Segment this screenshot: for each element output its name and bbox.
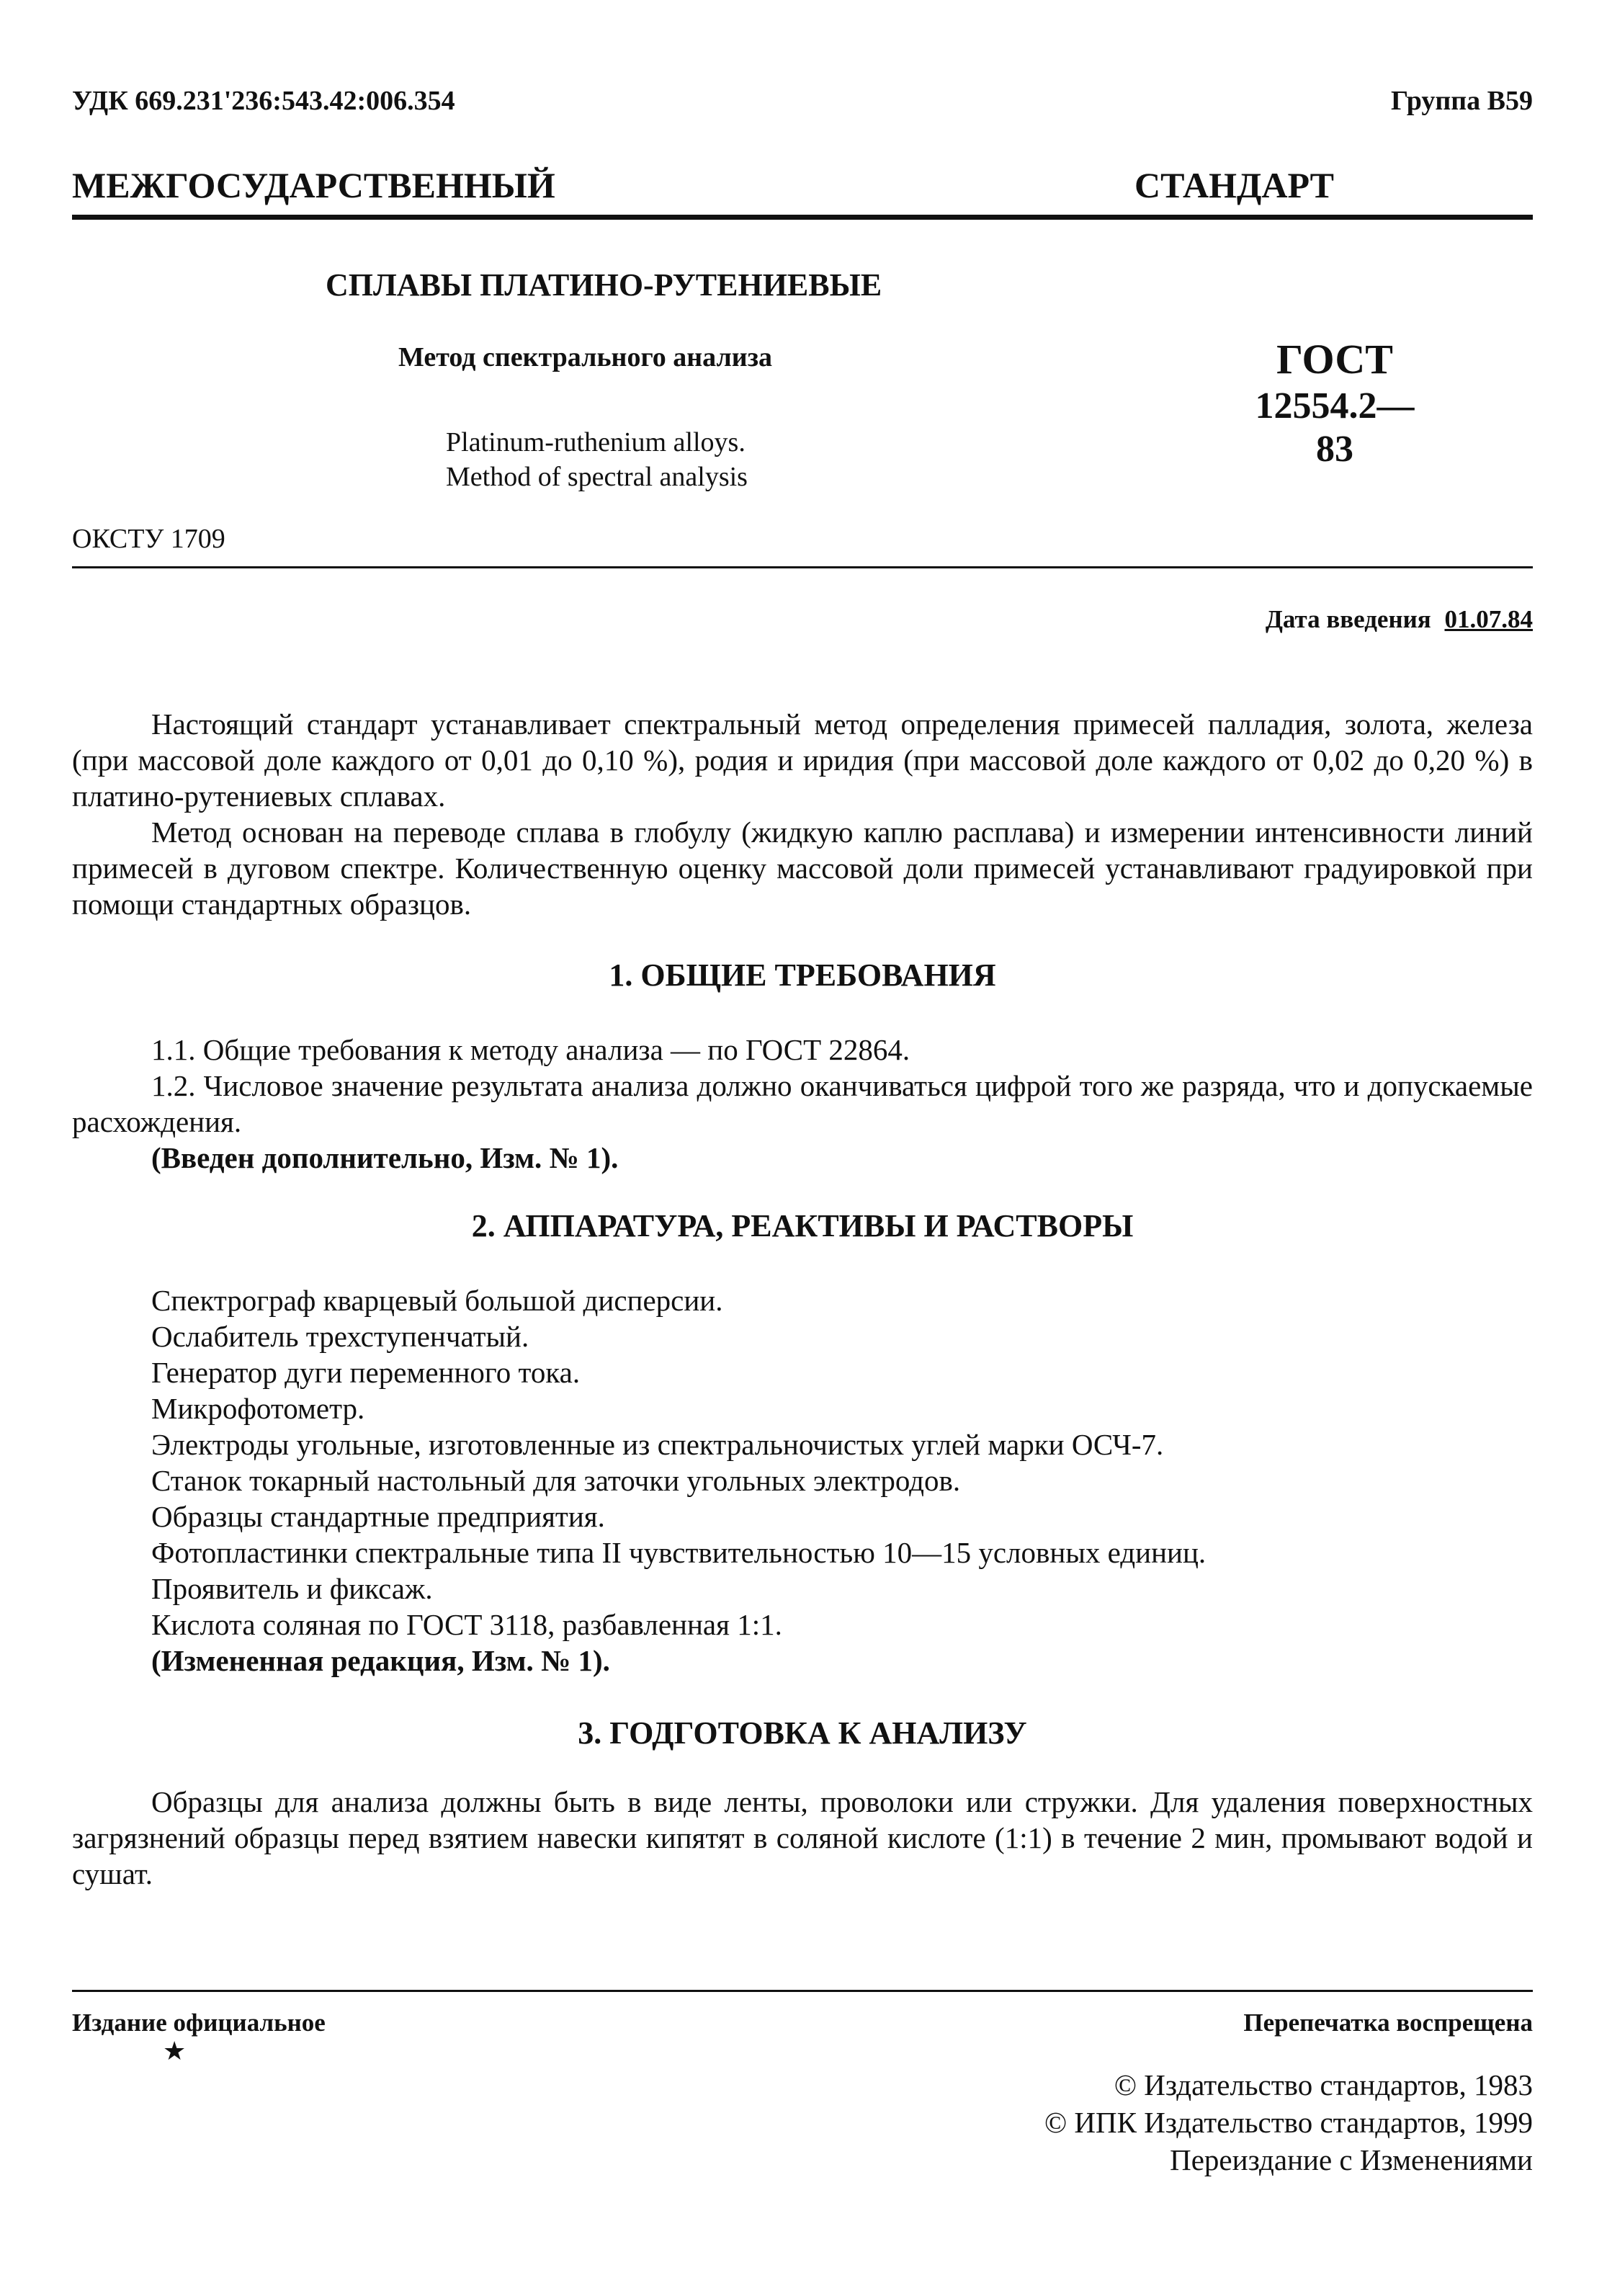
intro-date bbox=[1266, 605, 1533, 634]
equipment-item: Генератор дуги переменного тока. bbox=[151, 1356, 581, 1389]
section3-body bbox=[72, 1784, 1533, 1892]
equipment-item: Микрофотометр. bbox=[151, 1392, 365, 1425]
udk-code: УДК 669.231'236:543.42:006.354 bbox=[72, 86, 455, 116]
english-title-line2: Method of spectral analysis bbox=[446, 462, 748, 492]
equipment-item: Ослабитель трехступенчатый. bbox=[151, 1320, 529, 1353]
english-title bbox=[446, 425, 748, 494]
footer-rule bbox=[72, 1990, 1533, 1992]
intro-paragraph-scope: Настоящий стандарт устанавливает спектральный метод определения примесей палладия, золота, железа (при массовой доле каждого от 0,01 до 0,10 %), родия и иридия (при массовой доле каждого от 0,02 до 0,20 %) в платино-рутениевых сплавах. bbox=[72, 707, 1533, 813]
intro-date-label: Дата введения bbox=[1265, 605, 1431, 633]
intro-date-value: 01.07.84 bbox=[1444, 605, 1533, 633]
section1-heading: 1. ОБЩИЕ ТРЕБОВАНИЯ bbox=[609, 957, 996, 993]
equipment-item: Проявитель и фиксаж. bbox=[151, 1572, 433, 1605]
banner-standard: СТАНДАРТ bbox=[1134, 165, 1334, 205]
section1-item-1-2: 1.2. Числовое значение результата анализа должно оканчиваться цифрой того же разряда, что и допускаемые расхождения. bbox=[72, 1069, 1533, 1138]
equipment-list bbox=[151, 1282, 1206, 1679]
reprint-prohibited: Перепечатка воспрещена bbox=[1243, 2009, 1533, 2037]
equipment-item: Электроды угольные, изготовленные из спектральночистых углей марки ОСЧ-7. bbox=[151, 1428, 1164, 1461]
copyright-1983: © Издательство стандартов, 1983 bbox=[1114, 2068, 1533, 2101]
section1-amendment-note: (Введен дополнительно, Изм. № 1). bbox=[151, 1141, 619, 1174]
equipment-item: Фотопластинки спектральные типа II чувствительностью 10—15 условных единиц. bbox=[151, 1536, 1207, 1569]
section2-heading: 2. АППАРАТУРА, РЕАКТИВЫ И РАСТВОРЫ bbox=[471, 1208, 1134, 1243]
title-rule bbox=[72, 566, 1533, 568]
copyright-1999: © ИПК Издательство стандартов, 1999 bbox=[1044, 2106, 1533, 2139]
equipment-item: Станок токарный настольный для заточки угольных электродов. bbox=[151, 1464, 961, 1497]
official-edition: Издание официальное bbox=[72, 2009, 326, 2037]
reissue-note: Переиздание с Изменениями bbox=[1170, 2143, 1533, 2176]
section2-amendment-note: (Измененная редакция, Изм. № 1). bbox=[151, 1644, 610, 1677]
gost-number: 12554.2—83 bbox=[1255, 385, 1415, 470]
section1-item-1-1: 1.1. Общие требования к методу анализа — по ГОСТ 22864. bbox=[151, 1033, 910, 1066]
intro-paragraph-method: Метод основан на переводе сплава в глобулу (жидкую каплю расплава) и измерении интенсивности линий примесей в дуговом спектре. Количественную оценку массовой доли примесей устанавливают градуировкой при помощи стандартных образцов. bbox=[72, 816, 1533, 921]
section1-body bbox=[72, 1032, 1533, 1176]
intro-section bbox=[72, 706, 1533, 922]
header-rule bbox=[72, 215, 1533, 220]
method-subtitle: Метод спектрального анализа bbox=[398, 342, 772, 372]
english-title-line1: Platinum-ruthenium alloys. bbox=[446, 427, 746, 457]
section3-paragraph: Образцы для анализа должны быть в виде ленты, проволоки или стружки. Для удаления поверхностных загрязнений образцы перед взятием навески кипятят в соляной кислоте (1:1) в течение 2 мин, промывают водой и сушат. bbox=[72, 1785, 1533, 1890]
group-code: Группа В59 bbox=[1390, 86, 1533, 116]
star-mark: ★ bbox=[163, 2037, 187, 2065]
equipment-item: Кислота соляная по ГОСТ 3118, разбавленная 1:1. bbox=[151, 1608, 782, 1641]
standard-title: СПЛАВЫ ПЛАТИНО-РУТЕНИЕВЫЕ bbox=[326, 267, 882, 303]
banner-interstate: МЕЖГОСУДАРСТВЕННЫЙ bbox=[72, 165, 555, 205]
copyright-block bbox=[1044, 2066, 1533, 2179]
section3-heading: 3. ГОДГОТОВКА К АНАЛИЗУ bbox=[578, 1715, 1027, 1751]
okstu-code: ОКСТУ 1709 bbox=[72, 524, 225, 554]
gost-label: ГОСТ bbox=[1276, 336, 1393, 383]
equipment-item: Спектрограф кварцевый большой дисперсии. bbox=[151, 1284, 723, 1317]
equipment-item: Образцы стандартные предприятия. bbox=[151, 1500, 605, 1533]
